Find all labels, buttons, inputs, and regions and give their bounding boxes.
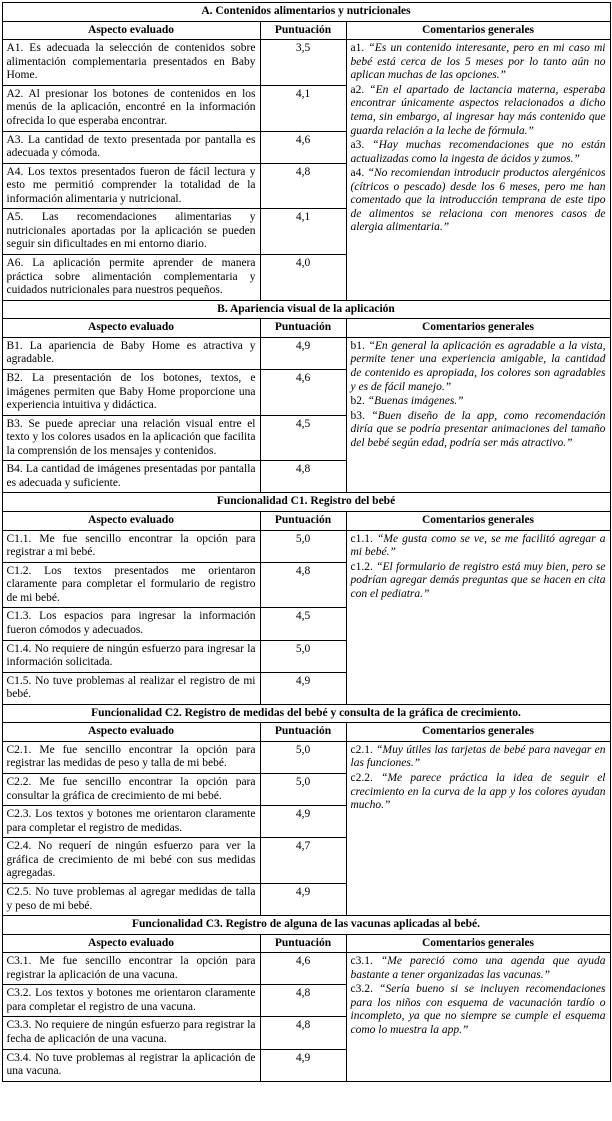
score-cell: 5,0 [260, 530, 346, 562]
comment-text: “Sería bueno si se incluyen recomendaciones para los niños con esquema de vacunación tardío o incompleto, ya que no siempre se cumple el esquema como lo muestra la app.” [350, 983, 606, 1036]
comment-text: “No recomiendan introducir productos alergénicos (cítricos o pescado) desde los 6 meses, pero me han comentado que la introducción temprana de este tipo de alimentos se relaciona con menores casos de alergia alimentaria.” [350, 167, 606, 234]
aspect-cell: C1.3. Los espacios para ingresar la información fueron cómodos y adecuados. [2, 608, 260, 640]
section-title-row [2, 300, 610, 319]
table-row [2, 530, 610, 562]
aspect-cell: A2. Al presionar los botones de contenidos en los menús de la aplicación, encontré en la información ofrecida lo que esperaba encontrar. [2, 85, 260, 131]
column-header-score: Puntuación [260, 723, 346, 742]
score-cell: 4,1 [260, 85, 346, 131]
column-header-comments: Comentarios generales [346, 319, 610, 338]
comment [351, 410, 606, 451]
comments-cell [346, 40, 610, 301]
section-a [2, 3, 610, 301]
aspect-cell: C2.5. No tuve problemas al agregar medidas de talla y peso de mi bebé. [2, 883, 260, 915]
column-header-row [2, 21, 610, 40]
table-row [2, 337, 610, 369]
column-header-comments: Comentarios generales [346, 21, 610, 40]
aspect-cell: A6. La aplicación permite aprender de manera práctica sobre alimentación complementaria y cuidados nutricionales para nuestros pequeños. [2, 255, 260, 301]
table-row [2, 741, 610, 773]
section-title: Funcionalidad C2. Registro de medidas del bebé y consulta de la gráfica de crecimiento. [2, 704, 610, 723]
score-cell: 4,5 [260, 608, 346, 640]
comment [351, 84, 606, 138]
column-header-aspect: Aspecto evaluado [2, 723, 260, 742]
comment [351, 744, 606, 771]
section-title: B. Apariencia visual de la aplicación [2, 300, 610, 319]
comment-label: c2.2. [350, 772, 373, 784]
score-cell: 4,6 [260, 953, 346, 985]
comments-cell [346, 337, 610, 493]
comment-label: a4. [350, 167, 365, 180]
column-header-score: Puntuación [260, 21, 346, 40]
aspect-cell: B4. La cantidad de imágenes presentadas por pantalla es adecuada y suficiente. [2, 461, 260, 493]
score-cell: 4,8 [260, 562, 346, 608]
aspect-cell: C3.3. No requiere de ningún esfuerzo para registrar la fecha de aplicación de una vacuna. [2, 1017, 260, 1049]
score-cell: 4,9 [260, 1049, 346, 1081]
comment-text: “Me gusta como se ve, se me facilitó agregar a mi bebé.” [350, 532, 606, 559]
score-cell: 4,5 [260, 415, 346, 461]
evaluation-table [2, 2, 611, 1082]
section-c2 [2, 704, 610, 915]
column-header-comments: Comentarios generales [346, 723, 610, 742]
aspect-cell: C1.4. No requiere de ningún esfuerzo para ingresar la información solicitada. [2, 640, 260, 672]
comment-text: “Muy útiles las tarjetas de bebé para navegar en las funciones.” [350, 743, 606, 770]
comment-text: “Hay muchas recomendaciones que no están actualizadas como la ingesta de ácidos y zumos.” [350, 139, 606, 165]
comment-label: c1.1. [350, 532, 373, 545]
comment [351, 42, 606, 83]
section-title: Funcionalidad C3. Registro de alguna de las vacunas aplicadas al bebé. [2, 916, 610, 935]
column-header-comments: Comentarios generales [346, 934, 610, 953]
section-title-row [2, 916, 610, 935]
aspect-cell: C1.2. Los textos presentados me orientaron claramente para completar el formulario de registro de mi bebé. [2, 562, 260, 608]
comment-label: c3.1. [350, 955, 373, 968]
comment [351, 167, 606, 235]
table-row [2, 40, 610, 86]
score-cell: 4,9 [260, 806, 346, 838]
comment [351, 561, 606, 602]
aspect-cell: B2. La presentación de los botones, textos, e imágenes permiten que Baby Home proporcione una experiencia intuitiva y didáctica. [2, 369, 260, 415]
comment-label: c3.2. [350, 983, 373, 996]
score-cell: 4,7 [260, 838, 346, 884]
comment-text: “En el apartado de lactancia materna, esperaba encontrar únicamente aspectos relacionados a dicho tema, sin embargo, al ingresar hay más contenido que guarda relación a la leche de fórmula.” [350, 83, 606, 137]
comment-label: a1. [350, 42, 365, 55]
aspect-cell: B1. La apariencia de Baby Home es atractiva y agradable. [2, 337, 260, 369]
comment-label: a3. [350, 139, 365, 152]
section-title: A. Contenidos alimentarios y nutricionales [2, 3, 610, 22]
score-cell: 4,6 [260, 369, 346, 415]
section-title-row [2, 493, 610, 512]
column-header-comments: Comentarios generales [346, 512, 610, 531]
column-header-score: Puntuación [260, 512, 346, 531]
score-cell: 4,6 [260, 131, 346, 163]
aspect-cell: C1.5. No tuve problemas al realizar el registro de mi bebé. [2, 672, 260, 704]
comments-cell [346, 741, 610, 915]
column-header-row [2, 934, 610, 953]
score-cell: 5,0 [260, 741, 346, 773]
comment-label: a2. [350, 83, 365, 96]
score-cell: 4,8 [260, 461, 346, 493]
column-header-aspect: Aspecto evaluado [2, 512, 260, 531]
comment-text: “Buenas imágenes.” [367, 395, 464, 408]
column-header-row [2, 512, 610, 531]
score-cell: 5,0 [260, 774, 346, 806]
column-header-aspect: Aspecto evaluado [2, 319, 260, 338]
aspect-cell: C2.1. Me fue sencillo encontrar la opción para registrar las medidas de peso y talla de mi bebé. [2, 741, 260, 773]
comment [351, 395, 606, 409]
aspect-cell: C3.2. Los textos y botones me orientaron claramente para completar el registro de una vacuna. [2, 985, 260, 1017]
score-cell: 5,0 [260, 640, 346, 672]
comment [351, 533, 606, 560]
score-cell: 4,9 [260, 883, 346, 915]
aspect-cell: C3.1. Me fue sencillo encontrar la opción para registrar la aplicación de una vacuna. [2, 953, 260, 985]
comment-label: b2. [350, 395, 365, 408]
comment-label: c1.2. [350, 560, 373, 573]
comment [351, 983, 606, 1037]
section-c3 [2, 916, 610, 1082]
column-header-row [2, 319, 610, 338]
column-header-aspect: Aspecto evaluado [2, 21, 260, 40]
section-b [2, 300, 610, 493]
section-title: Funcionalidad C1. Registro del bebé [2, 493, 610, 512]
aspect-cell: C2.2. Me fue sencillo encontrar la opción para consultar la gráfica de crecimiento de mi bebé. [2, 774, 260, 806]
section-title-row [2, 704, 610, 723]
aspect-cell: C3.4. No tuve problemas al registrar la aplicación de una vacuna. [2, 1049, 260, 1081]
column-header-score: Puntuación [260, 934, 346, 953]
comment-text: “Me parece práctica la idea de seguir el crecimiento en la curva de la app y los colores ayudan mucho.” [350, 772, 606, 812]
score-cell: 4,9 [260, 337, 346, 369]
comment [351, 139, 606, 166]
column-header-row [2, 723, 610, 742]
comment [351, 772, 606, 813]
comment-label: b3. [350, 409, 365, 422]
comments-cell [346, 530, 610, 704]
comment [351, 340, 606, 394]
aspect-cell: A4. Los textos presentados fueron de fácil lectura y esto me permitió comprender la totalidad de la información alimentaria y nutricional. [2, 163, 260, 209]
column-header-score: Puntuación [260, 319, 346, 338]
comment-text: “En general la aplicación es agradable a la vista, permite tener una experiencia amigable, la cantidad de contenido es apropiada, los colores son agradables y es de fácil manejo.” [350, 339, 606, 393]
comments-cell [346, 953, 610, 1082]
score-cell: 4,0 [260, 255, 346, 301]
score-cell: 4,9 [260, 672, 346, 704]
comment-label: c2.1. [350, 743, 373, 756]
section-title-row [2, 3, 610, 22]
comment-text: “Me pareció como una agenda que ayuda bastante a tener organizadas las vacunas.” [350, 955, 606, 981]
column-header-aspect: Aspecto evaluado [2, 934, 260, 953]
aspect-cell: B3. Se puede apreciar una relación visual entre el texto y los colores usados en la aplicación que facilita la comprensión de los mensajes y contenidos. [2, 415, 260, 461]
score-cell: 4,8 [260, 985, 346, 1017]
comment [351, 955, 606, 982]
comment-text: “Buen diseño de la app, como recomendación diría que se podría presentar animaciones del tamaño del bebé según edad, podría ser más atractivo.” [350, 409, 606, 449]
comment-text: “Es un contenido interesante, pero en mi caso mi bebé está cerca de los 5 meses por lo tanto aún no aplican muchas de las opciones.” [350, 42, 606, 82]
table-row [2, 953, 610, 985]
aspect-cell: C2.3. Los textos y botones me orientaron claramente para completar el registro de medidas. [2, 806, 260, 838]
comment-text: “El formulario de registro está muy bien, pero se podrían agregar demás preguntas que se hacen en cita con el pediatra.” [350, 560, 606, 600]
score-cell: 4,1 [260, 209, 346, 255]
score-cell: 3,5 [260, 40, 346, 86]
comment-label: b1. [350, 339, 365, 352]
score-cell: 4,8 [260, 1017, 346, 1049]
aspect-cell: A1. Es adecuada la selección de contenidos sobre alimentación complementaria presentados en Baby Home. [2, 40, 260, 86]
aspect-cell: A5. Las recomendaciones alimentarias y nutricionales aportadas por la aplicación se pueden seguir sin dificultades en mi entorno diario. [2, 209, 260, 255]
section-c1 [2, 493, 610, 704]
score-cell: 4,8 [260, 163, 346, 209]
aspect-cell: A3. La cantidad de texto presentada por pantalla es adecuada y cómoda. [2, 131, 260, 163]
aspect-cell: C2.4. No requerí de ningún esfuerzo para ver la gráfica de crecimiento de mi bebé con sus medidas agregadas. [2, 838, 260, 884]
aspect-cell: C1.1. Me fue sencillo encontrar la opción para registrar a mi bebé. [2, 530, 260, 562]
